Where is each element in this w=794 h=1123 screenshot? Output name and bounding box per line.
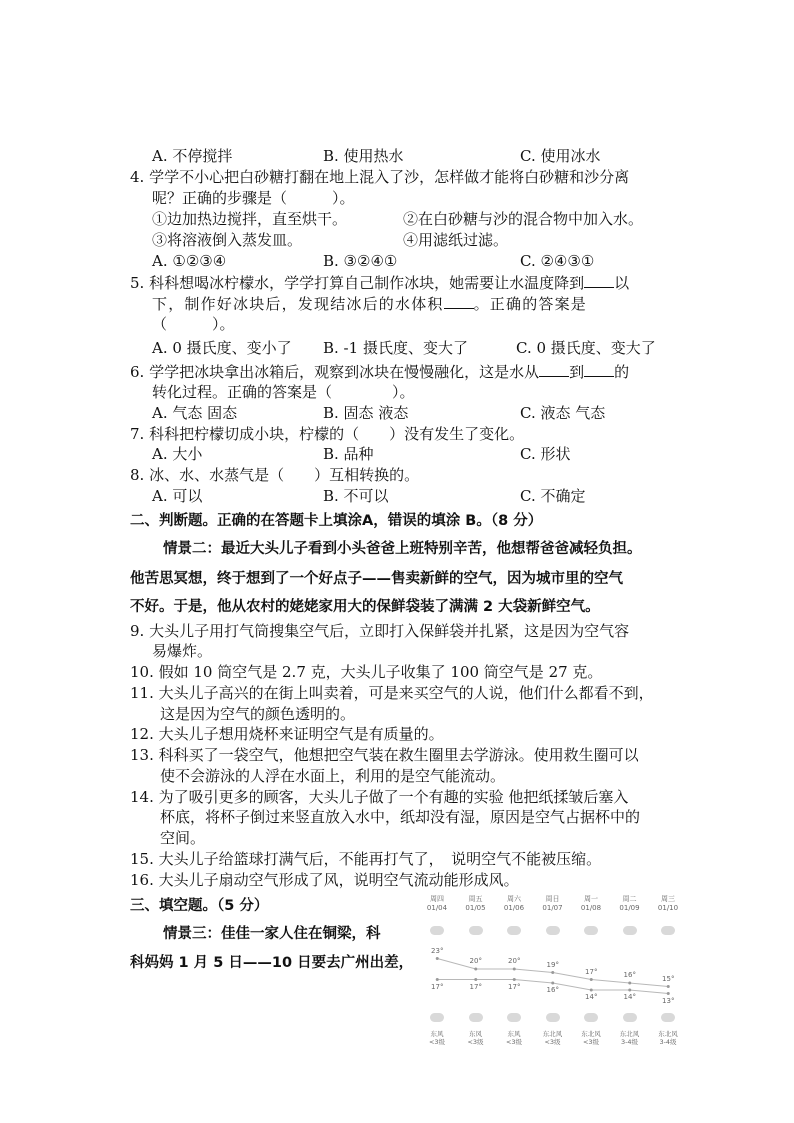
wind-level: 3-4级: [620, 1038, 639, 1046]
q6-option-c: C. 液态 气态: [520, 404, 606, 422]
wind-direction: 东风: [507, 1030, 521, 1038]
weather-date: 01/07: [542, 904, 563, 912]
temp-point: [667, 992, 670, 995]
wind-direction: 东北风: [581, 1030, 601, 1038]
q5-option-a: A. 0 摄氏度、变小了: [152, 339, 292, 357]
temp-point: [436, 957, 439, 960]
q6-line1-mid: 到: [569, 363, 585, 381]
q13-line2: 使不会游泳的人浮在水面上，利用的是空气能流动。: [160, 767, 506, 785]
q6-option-a: A. 气态 固态: [152, 404, 238, 422]
q5-line1-text: 5. 科科想喝冰柠檬水，学学打算自己制作冰块，她需要让水温度降到: [130, 274, 585, 292]
weather-day-column: [649, 895, 687, 913]
weather-high-temp: 20°: [508, 957, 521, 965]
q7-option-a: A. 大小: [152, 445, 203, 463]
q13-line1: 13. 科科买了一袋空气，他想把空气装在救生圈里去学游泳。使用救生圈可以: [130, 746, 639, 764]
cloud-night-icon: [584, 1013, 598, 1022]
weather-weekday: 周日: [545, 895, 560, 903]
q8-stem: 8. 冰、水、水蒸气是（ ）互相转换的。: [130, 466, 420, 484]
weather-high-temp: 23°: [431, 946, 444, 955]
q6-option-b: B. 固态 液态: [323, 404, 409, 422]
q14-line2: 杯底，将杯子倒过来竖直放入水中，纸却没有湿，原因是空气占据杯中的: [160, 808, 641, 826]
q16: 16. 大头儿子扇动空气形成了风，说明空气流动能形成风。: [130, 871, 519, 889]
weather-weekday: 周三: [661, 895, 675, 903]
temp-point: [628, 989, 631, 992]
q3-option-a: A. 不停搅拌: [152, 147, 233, 165]
cloud-night-icon: [623, 1013, 637, 1022]
cloud-night-icon: [507, 1013, 521, 1022]
weather-low-temp: 17°: [508, 982, 521, 991]
wind-direction: 东风: [430, 1030, 444, 1038]
weather-date: 01/05: [465, 904, 486, 912]
q5-blank-2: [444, 293, 474, 309]
q4-step1: ①边加热边搅拌，直至烘干。: [152, 210, 348, 228]
weather-weekday: 周二: [622, 895, 637, 903]
weather-date: 01/10: [657, 904, 679, 912]
cloud-night-icon: [661, 1013, 675, 1022]
wind-direction: 东风: [469, 1030, 482, 1038]
weather-low-temp: 14°: [623, 993, 636, 1001]
q3-option-b: B. 使用热水: [323, 147, 404, 165]
weather-weekday: 周五: [468, 895, 483, 903]
q15: 15. 大头儿子给篮球打满气后，不能再打气了， 说明空气不能被压缩。: [130, 850, 602, 868]
q9-line2: 易爆炸。: [152, 642, 213, 660]
temp-point: [474, 978, 477, 981]
weather-wind: [534, 1030, 572, 1046]
q6-blank-1: [539, 361, 569, 377]
q5-line2: [152, 293, 587, 314]
weather-weekday: 周四: [430, 895, 444, 903]
q8-option-c: C. 不确定: [520, 487, 586, 505]
q11-line1: 11. 大头儿子高兴的在街上叫卖着，可是来买空气的人说，他们什么都看不到，: [130, 684, 654, 702]
cloud-night-icon: [469, 1013, 483, 1022]
q4-option-b: B. ③②④①: [323, 252, 398, 270]
q4-stem-line1: 4. 学学不小心把白砂糖打翻在地上混入了沙，怎样做才能将白砂糖和沙分离: [130, 168, 630, 186]
q12: 12. 大头儿子想用烧杯来证明空气是有质量的。: [130, 725, 444, 743]
q14-line1: 14. 为了吸引更多的顾客，大头儿子做了一个有趣的实验 他把纸揉皱后塞入: [130, 788, 629, 806]
q9-line1: 9. 大头儿子用打气筒搜集空气后，立即打入保鲜袋并扎紧，这是因为空气容: [130, 622, 630, 640]
q6-line1-text: 6. 学学把冰块拿出冰箱后，观察到冰块在慢慢融化，这是水从: [130, 363, 540, 381]
weather-wind: [572, 1030, 610, 1046]
q7-option-b: B. 品种: [323, 445, 374, 463]
q8-option-b: B. 不可以: [323, 487, 389, 505]
cloud-icon: [469, 926, 483, 935]
cloud-night-icon: [430, 1013, 444, 1022]
weather-day-column: [495, 895, 533, 913]
cloud-icon: [623, 926, 637, 935]
wind-direction: 东北风: [542, 1030, 563, 1038]
section2-scene-line1: 情景二：最近大头儿子看到小头爸爸上班特别辛苦，他想帮爸爸减轻负担。: [163, 541, 642, 557]
weather-wind: [649, 1030, 687, 1046]
q5-line1-tail: 以: [614, 274, 630, 292]
q5-option-b: B. -1 摄氏度、变大了: [323, 339, 468, 357]
weather-day-column: [418, 895, 456, 913]
temp-point: [551, 982, 554, 985]
weather-date: 01/06: [503, 904, 525, 912]
q6-blank-2: [584, 361, 614, 377]
temp-point: [590, 989, 593, 992]
cloud-icon: [661, 926, 675, 935]
weather-low-temp: 17°: [469, 982, 482, 991]
weather-wind: [611, 1030, 649, 1046]
q14-line3: 空间。: [160, 829, 206, 847]
q6-line2: 转化过程。正确的答案是（ ）。: [152, 383, 415, 401]
weather-date: 01/08: [580, 904, 602, 912]
section3-scene-line2: 科妈妈 1 月 5 日——10 日要去广州出差，: [130, 955, 414, 971]
q3-option-c: C. 使用冰水: [520, 147, 601, 165]
temp-point: [590, 978, 593, 981]
weather-high-temp: 16°: [623, 971, 636, 979]
cloud-icon: [507, 926, 521, 935]
wind-level: <3级: [544, 1038, 561, 1046]
q4-option-a: A. ①②③④: [152, 252, 227, 270]
weather-wind: [457, 1030, 495, 1046]
weather-day-column: [572, 895, 610, 913]
q5-line1: [130, 272, 629, 293]
q5-blank-1: [584, 272, 614, 288]
q4-step3: ③将溶液倒入蒸发皿。: [152, 231, 303, 249]
temp-point: [628, 982, 631, 985]
temp-point: [513, 968, 516, 971]
temp-point: [513, 978, 516, 981]
cloud-icon: [546, 926, 560, 935]
section2-scene-line3: 不好。于是，他从农村的姥姥家用大的保鲜袋装了满满 2 大袋新鲜空气。: [130, 599, 600, 615]
q6-line1-tail: 的: [614, 363, 630, 381]
q8-option-a: A. 可以: [152, 487, 203, 505]
q4-step4: ④用滤纸过滤。: [403, 231, 509, 249]
weather-day-column: [611, 895, 649, 913]
section2-scene-line2: 他苦思冥想，终于想到了一个好点子——售卖新鲜的空气，因为城市里的空气: [130, 571, 623, 587]
wind-level: <3级: [582, 1038, 600, 1046]
q4-step2: ②在白砂糖与沙的混合物中加入水。: [403, 210, 644, 228]
q5-option-c: C. 0 摄氏度、变大了: [516, 339, 656, 357]
weather-day-column: [534, 895, 572, 913]
weather-low-temp: 14°: [585, 993, 598, 1001]
weather-wind: [418, 1030, 456, 1046]
weather-wind: [495, 1030, 533, 1046]
q7-option-c: C. 形状: [520, 445, 571, 463]
q4-stem-line2: 呢？正确的步骤是（ ）。: [152, 189, 355, 207]
weather-high-temp: 15°: [662, 974, 675, 983]
q5-line2-tail: 。正确的答案是: [473, 295, 588, 313]
weather-low-temp: 17°: [431, 982, 444, 991]
temp-point: [667, 985, 670, 988]
temp-point: [436, 978, 439, 981]
cloud-icon: [584, 926, 598, 935]
cloud-icon: [430, 926, 444, 935]
cloud-night-icon: [546, 1013, 560, 1022]
weather-high-temp: 17°: [585, 967, 598, 976]
q4-option-c: C. ②④③①: [520, 252, 595, 270]
section3-scene-line1: 情景三：佳佳一家人住在铜梁，科: [163, 926, 381, 942]
wind-level: <3级: [428, 1038, 446, 1046]
wind-level: <3级: [467, 1038, 484, 1046]
weather-date: 01/09: [619, 904, 640, 912]
weather-weekday: 周六: [507, 895, 521, 903]
wind-direction: 东北风: [658, 1030, 678, 1038]
q11-line2: 这是因为空气的颜色透明的。: [160, 705, 356, 723]
weather-high-temp: 19°: [546, 960, 559, 969]
weather-date: 01/04: [426, 904, 448, 912]
weather-low-temp: 16°: [546, 986, 559, 994]
weather-low-temp: 13°: [662, 996, 675, 1005]
wind-direction: 东北风: [619, 1030, 640, 1038]
wind-level: <3级: [505, 1038, 523, 1046]
q5-line2-text: 下，制作好冰块后，发现结冰后的水体积: [152, 295, 444, 313]
weather-weekday: 周一: [584, 895, 598, 903]
q6-line1: [130, 361, 629, 382]
q10: 10. 假如 10 筒空气是 2.7 克，大头儿子收集了 100 筒空气是 27 克。: [130, 663, 603, 681]
wind-level: 3-4级: [659, 1038, 677, 1046]
q5-line3: （ ）。: [152, 315, 235, 333]
q7-stem: 7. 科科把柠檬切成小块，柠檬的（ ）没有发生了变化。: [130, 425, 525, 443]
temp-point: [551, 971, 554, 974]
weather-high-temp: 20°: [469, 957, 482, 965]
temp-point: [474, 968, 477, 971]
section3-title: 三、填空题。（5 分）: [130, 898, 269, 914]
weather-day-column: [457, 895, 495, 913]
weather-forecast: [418, 895, 688, 1055]
section2-title: 二、判断题。正确的在答题卡上填涂A，错误的填涂 B。（8 分）: [130, 513, 543, 529]
